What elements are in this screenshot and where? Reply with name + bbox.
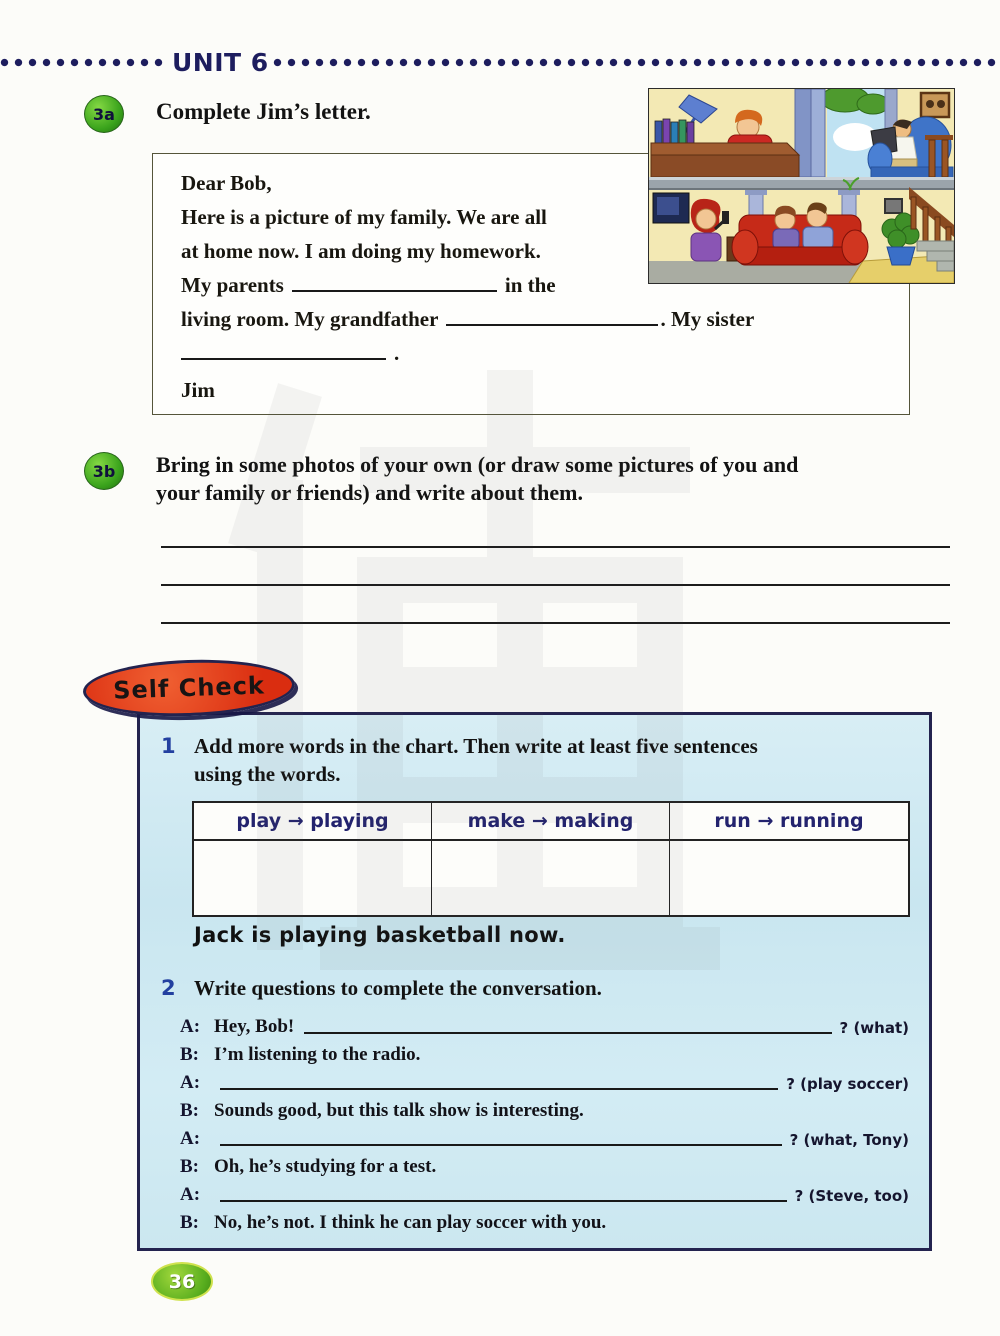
dialogue-text: I’m listening to the radio. xyxy=(214,1044,421,1065)
answer-blank xyxy=(220,1143,782,1146)
verb-chart xyxy=(192,801,910,917)
self-check-panel xyxy=(137,712,932,1251)
speaker-label: A: xyxy=(180,1072,201,1093)
dialogue-row-6 xyxy=(180,1151,909,1179)
dialogue-row-7 xyxy=(180,1179,909,1207)
example-sentence: Jack is playing basketball now. xyxy=(194,923,566,947)
verb-chart-empty-cell-3 xyxy=(670,841,908,915)
dialogue-row-2 xyxy=(180,1039,909,1067)
speaker-label: B: xyxy=(180,1156,199,1177)
dialogue-text: Hey, Bob! xyxy=(214,1016,295,1037)
item-1-instructions-line2: using the words. xyxy=(194,762,341,786)
dialogue-row-4 xyxy=(180,1095,909,1123)
item-2-instructions: Write questions to complete the conversation. xyxy=(194,976,602,1000)
letter-line-4-after: . My sister xyxy=(660,307,755,331)
answer-blank xyxy=(220,1087,778,1090)
dialogue-row-1 xyxy=(180,1011,909,1039)
dotted-rule-left xyxy=(0,58,168,67)
verb-chart-empty-cell-2 xyxy=(432,841,670,915)
unit-header-rule xyxy=(0,48,1000,76)
answer-blank xyxy=(220,1199,787,1202)
dialogue-text: Sounds good, but this talk show is interesting. xyxy=(214,1100,584,1121)
letter-line-2: at home now. I am doing my homework. xyxy=(181,239,541,263)
writing-line-1 xyxy=(161,546,950,548)
hint-label: ? (play soccer) xyxy=(786,1075,909,1093)
exercise-3b-instructions xyxy=(156,451,956,507)
item-1-instructions xyxy=(194,732,914,788)
dialogue-row-3 xyxy=(180,1067,909,1095)
hint-label: ? (what) xyxy=(839,1019,909,1037)
item-1-instructions-line1: Add more words in the chart. Then write at least five sentences xyxy=(194,734,758,758)
letter-salutation: Dear Bob, xyxy=(181,171,272,195)
page-number-badge: 36 xyxy=(151,1262,213,1301)
letter-line-5 xyxy=(181,336,881,370)
exercise-3b-instructions-line2: your family or friends) and write about them. xyxy=(156,480,583,505)
item-2-number: 2 xyxy=(161,976,176,1000)
item-1-number: 1 xyxy=(161,734,176,758)
letter-line-5-after: . xyxy=(394,341,400,365)
speaker-label: B: xyxy=(180,1044,199,1065)
conversation xyxy=(180,1011,909,1235)
letter-blank-3 xyxy=(181,336,386,360)
exercise-3a-badge: 3a xyxy=(84,95,124,133)
speaker-label: A: xyxy=(180,1184,201,1205)
verb-chart-empty-cell-1 xyxy=(194,841,432,915)
exercise-3b-instructions-line1: Bring in some photos of your own (or draw some pictures of you and xyxy=(156,452,799,477)
family-illustration xyxy=(648,88,955,284)
speaker-label: B: xyxy=(180,1100,199,1121)
dotted-rule-right xyxy=(273,58,1000,67)
letter-signature: Jim xyxy=(181,378,215,402)
speaker-label: A: xyxy=(180,1128,201,1149)
verb-chart-header-run: run → running xyxy=(670,803,908,841)
hint-label: ? (what, Tony) xyxy=(789,1131,909,1149)
writing-line-2 xyxy=(161,584,950,586)
dialogue-text: No, he’s not. I think he can play soccer with you. xyxy=(214,1212,607,1233)
letter-line-4-before: living room. My grandfather xyxy=(181,307,439,331)
self-check-badge: Self Check xyxy=(82,656,296,719)
exercise-3a-title: Complete Jim’s letter. xyxy=(156,99,371,124)
dialogue-text: Oh, he’s studying for a test. xyxy=(214,1156,437,1177)
letter-line-4 xyxy=(181,302,881,336)
verb-chart-header-make: make → making xyxy=(432,803,670,841)
letter-line-3-before: My parents xyxy=(181,273,284,297)
letter-blank-1 xyxy=(292,268,497,292)
letter-blank-2 xyxy=(446,302,658,326)
speaker-label: B: xyxy=(180,1212,199,1233)
writing-line-3 xyxy=(161,622,950,624)
letter-line-3-after: in the xyxy=(504,273,556,297)
unit-label: UNIT 6 xyxy=(172,47,269,77)
verb-chart-header-play: play → playing xyxy=(194,803,432,841)
dialogue-row-8 xyxy=(180,1207,909,1235)
hint-label: ? (Steve, too) xyxy=(794,1187,909,1205)
letter-line-1: Here is a picture of my family. We are all xyxy=(181,205,547,229)
family-illustration-svg xyxy=(649,89,954,283)
speaker-label: A: xyxy=(180,1016,201,1037)
dialogue-row-5 xyxy=(180,1123,909,1151)
exercise-3b-badge: 3b xyxy=(84,452,124,490)
answer-blank xyxy=(304,1031,831,1034)
